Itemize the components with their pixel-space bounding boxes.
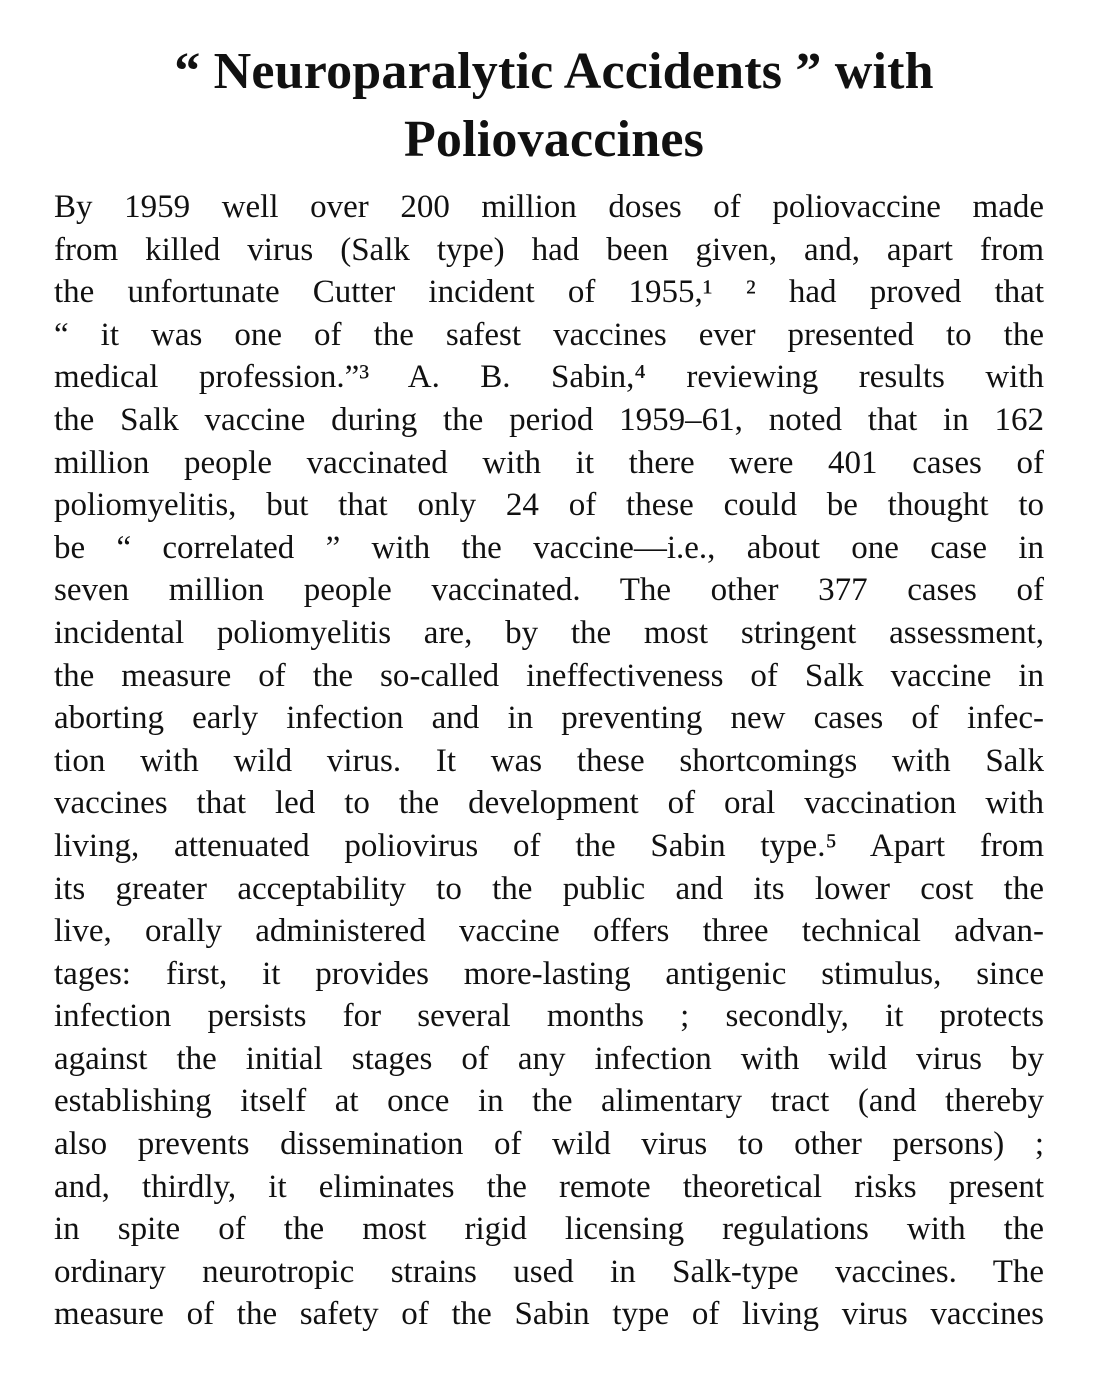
- body-line: living, attenuated poliovirus of the Sabin type.⁵ Apart from: [54, 827, 1044, 864]
- body-line: aborting early infection and in preventing new cases of infec-: [54, 700, 1044, 737]
- body-line: in spite of the most rigid licensing regulations with the: [54, 1211, 1044, 1248]
- body-line: million people vaccinated with it there were 401 cases of: [54, 444, 1044, 481]
- body-line: medical profession.”³ A. B. Sabin,⁴ reviewing results with: [54, 359, 1044, 396]
- body-line: tion with wild virus. It was these shortcomings with Salk: [54, 742, 1044, 779]
- body-line: tages: first, it provides more-lasting antigenic stimulus, since: [54, 955, 1044, 992]
- body-line: the unfortunate Cutter incident of 1955,¹ ² had proved that: [54, 274, 1044, 311]
- body-line: live, orally administered vaccine offers three technical advan-: [54, 913, 1044, 950]
- body-line: ordinary neurotropic strains used in Salk-type vaccines. The: [54, 1253, 1044, 1290]
- body-line: the Salk vaccine during the period 1959–61, noted that in 162: [54, 401, 1044, 438]
- body-line: “ it was one of the safest vaccines ever presented to the: [54, 316, 1044, 353]
- body-line: measure of the safety of the Sabin type of living virus vaccines: [54, 1296, 1044, 1333]
- body-line: be “ correlated ” with the vaccine—i.e., about one case in: [54, 529, 1044, 566]
- article-title-line-1: “ Neuroparalytic Accidents ” with: [174, 43, 934, 100]
- body-line: and, thirdly, it eliminates the remote theoretical risks present: [54, 1168, 1044, 1205]
- body-line: also prevents dissemination of wild virus to other persons) ;: [54, 1126, 1044, 1163]
- body-line: from killed virus (Salk type) had been given, and, apart from: [54, 231, 1044, 268]
- body-line: infection persists for several months ; secondly, it protects: [54, 998, 1044, 1035]
- article-title-line-2: Poliovaccines: [403, 111, 705, 168]
- body-line: poliomyelitis, but that only 24 of these could be thought to: [54, 487, 1044, 524]
- body-line: the measure of the so-called ineffectiveness of Salk vaccine in: [54, 657, 1044, 694]
- body-line: establishing itself at once in the alimentary tract (and thereby: [54, 1083, 1044, 1120]
- body-line: its greater acceptability to the public and its lower cost the: [54, 870, 1044, 907]
- body-line: seven million people vaccinated. The other 377 cases of: [54, 572, 1044, 609]
- body-line: vaccines that led to the development of oral vaccination with: [54, 785, 1044, 822]
- body-line: By 1959 well over 200 million doses of poliovaccine made: [54, 189, 1044, 225]
- body-line: against the initial stages of any infection with wild virus by: [54, 1040, 1044, 1077]
- article-body: [54, 186, 1044, 1336]
- body-line: incidental poliomyelitis are, by the most stringent assessment,: [54, 614, 1044, 651]
